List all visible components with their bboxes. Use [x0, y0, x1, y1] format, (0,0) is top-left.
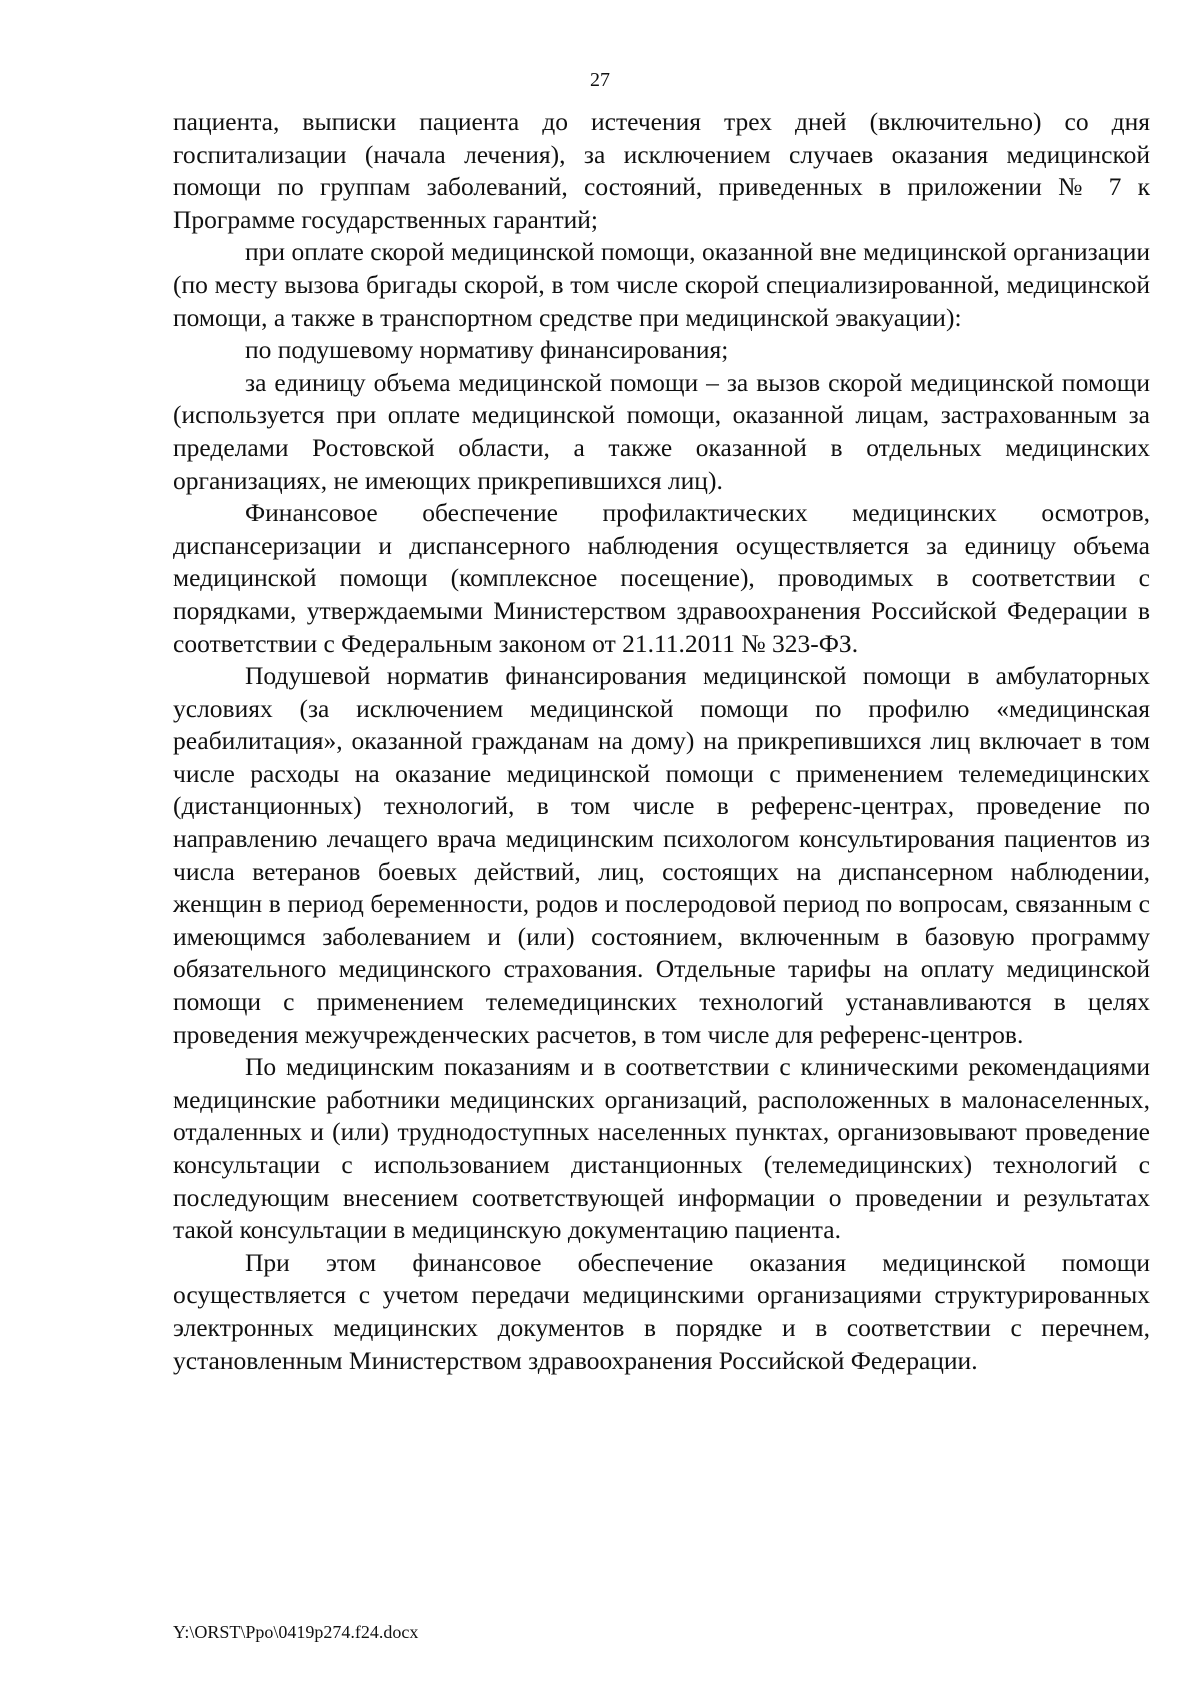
- paragraph-per-call-unit: за единицу объема медицинской помощи – за вызов скорой медицинской помощи (используется при оплате медицинской помощи, оказанной лицам, застрахованным за пределами Ростовской области, а также оказанной в отдельных медицинских организациях, не имеющих прикрепившихся лиц).: [173, 367, 1150, 495]
- document-body: [173, 106, 1150, 1377]
- paragraph-continuation: пациента, выписки пациента до истечения трех дней (включительно) со дня госпитализации (начала лечения), за исключением случаев оказания медицинской помощи по группам заболеваний, состояний, приведенных в приложении № 7 к Программе государственных гарантий;: [173, 107, 1150, 234]
- paragraph-financing-conditions: При этом финансовое обеспечение оказания медицинской помощи осуществляется с учетом передачи медицинскими организациями структурированных электронных медицинских документов в порядке и в соответствии с перечнем, установленным Министерством здравоохранения Российской Федерации.: [173, 1247, 1150, 1375]
- footer-file-path: Y:\ORST\Ppo\0419p274.f24.docx: [173, 1622, 419, 1642]
- paragraph-telemedicine-consultations: По медицинским показаниям и в соответствии с клиническими рекомендациями медицинские работники медицинских организаций, расположенных в малонаселенных, отдаленных и (или) труднодоступных населенных пунктах, организовывают проведение консультации с использованием дистанционных (телемедицинских) технологий с последующим внесением соответствующей информации о проведении и результатах такой консультации в медицинскую документацию пациента.: [173, 1052, 1150, 1245]
- page-number: 27: [590, 69, 610, 91]
- paragraph-per-capita-norm: по подушевому нормативу финансирования;: [245, 335, 729, 365]
- paragraph-preventive-exams: Финансовое обеспечение профилактических медицинских осмотров, диспансеризации и диспансерного наблюдения осуществляется за единицу объема медицинской помощи (комплексное посещение), проводимых в соответствии с порядками, утверждаемыми Министерством здравоохранения Российской Федерации в соответствии с Федеральным законом от 21.11.2011 № 323-ФЗ.: [173, 498, 1150, 658]
- paragraph-outpatient-norm: Подушевой норматив финансирования медицинской помощи в амбулаторных условиях (за исключением медицинской помощи по профилю «медицинская реабилитация», оказанной гражданам на дому) на прикрепившихся лиц включает в том числе расходы на оказание медицинской помощи с применением телемедицинских (дистанционных) технологий, в том числе в референс-центрах, проведение по направлению лечащего врача медицинским психологом консультирования пациентов из числа ветеранов боевых действий, лиц, состоящих на диспансерном наблюдении, женщин в период беременности, родов и послеродовой период по вопросам, связанным с имеющимся заболеванием и (или) состоянием, включенным в базовую программу обязательного медицинского страхования. Отдельные тарифы на оплату медицинской помощи с применением телемедицинских технологий устанавливаются в целях проведения межучрежденческих расчетов, в том числе для референс-центров.: [173, 661, 1150, 1049]
- paragraph-ambulance-payment: при оплате скорой медицинской помощи, оказанной вне медицинской организации (по месту вызова бригады скорой, в том числе скорой специализированной, медицинской помощи, а также в транспортном средстве при медицинской эвакуации):: [173, 237, 1150, 332]
